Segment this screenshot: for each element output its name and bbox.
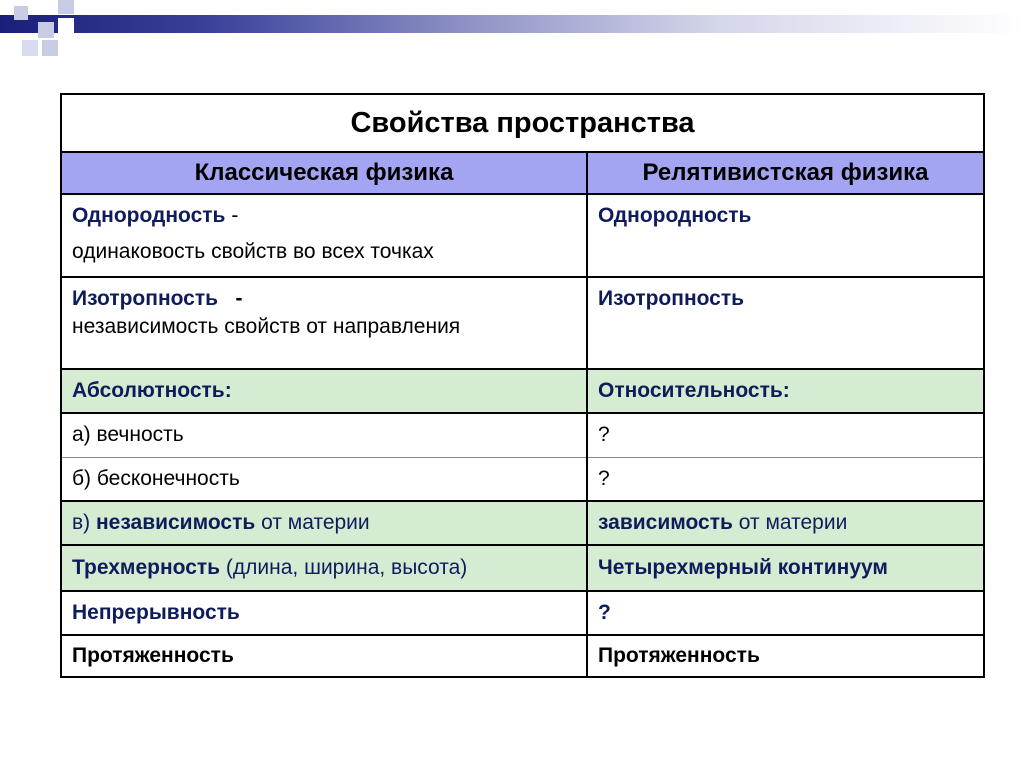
item-prefix: в): [72, 511, 96, 534]
column-header-relativistic: Релятивистская физика: [587, 152, 984, 194]
property-name: Изотропность: [598, 287, 745, 310]
decorative-square: [22, 40, 38, 56]
cell-classical: Непрерывность: [61, 591, 587, 635]
decorative-square: [14, 6, 28, 20]
table-title: Свойства пространства: [61, 94, 984, 152]
property-description: независимость свойств от направления: [72, 315, 461, 338]
property-name: Однородность: [598, 204, 752, 227]
separator: -: [225, 204, 239, 227]
property-suffix: (длина, ширина, высота): [220, 556, 468, 579]
cell-relativistic: Относительность:: [587, 369, 984, 413]
decorative-square: [38, 22, 54, 38]
cell-classical: [61, 194, 587, 277]
properties-table: [60, 93, 985, 678]
decorative-square: [58, 0, 74, 14]
property-suffix: от материи: [255, 511, 370, 534]
property-name: Однородность: [72, 204, 226, 227]
table-row: [61, 194, 984, 277]
decorative-square: [33, 0, 49, 14]
header-gradient-bar: [0, 15, 1024, 33]
cell-relativistic: [587, 501, 984, 545]
property-name: Изотропность: [72, 287, 219, 310]
cell-classical: [61, 277, 587, 369]
cell-classical: [61, 545, 587, 591]
property-description: одинаковость свойств во всех точках: [72, 240, 434, 263]
separator: -: [218, 287, 243, 310]
property-suffix: от материи: [732, 511, 848, 534]
table-row: [61, 277, 984, 369]
table-row: [61, 591, 984, 635]
table-row: [61, 635, 984, 677]
table-row: [61, 369, 984, 413]
table-header-row: [61, 152, 984, 194]
decorative-square: [58, 18, 74, 34]
cell-relativistic: ?: [587, 457, 984, 501]
cell-relativistic: ?: [587, 413, 984, 457]
cell-classical: [61, 501, 587, 545]
column-header-classical: Классическая физика: [61, 152, 587, 194]
table-row: [61, 413, 984, 457]
cell-relativistic: ?: [587, 591, 984, 635]
property-name: зависимость: [598, 511, 733, 534]
table-row: [61, 545, 984, 591]
cell-relativistic: Четырехмерный континуум: [587, 545, 984, 591]
cell-relativistic: Протяженность: [587, 635, 984, 677]
table-row: [61, 501, 984, 545]
table-title-row: [61, 94, 984, 152]
table-row: [61, 457, 984, 501]
decorative-square: [42, 40, 58, 56]
property-name: Трехмерность: [72, 556, 221, 579]
cell-relativistic: [587, 194, 984, 277]
property-name: независимость: [95, 511, 256, 534]
cell-classical: Абсолютность:: [61, 369, 587, 413]
cell-classical: б) бесконечность: [61, 457, 587, 501]
cell-classical: а) вечность: [61, 413, 587, 457]
cell-classical: Протяженность: [61, 635, 587, 677]
cell-relativistic: [587, 277, 984, 369]
